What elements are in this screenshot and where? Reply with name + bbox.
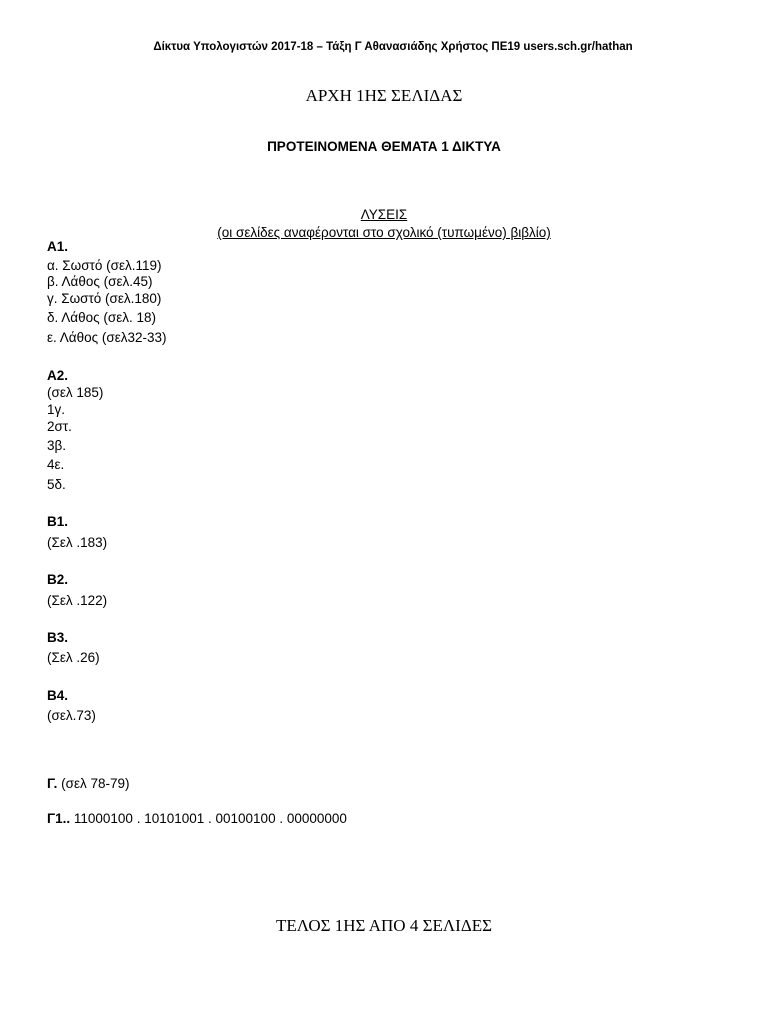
b1-page-ref: (Σελ .183) (47, 535, 108, 550)
g1-binary-value: 11000100 . 10101001 . 00100100 . 00000000 (70, 811, 347, 826)
section-g-heading: Γ. (47, 776, 58, 791)
section-g-line (47, 776, 130, 791)
page-start-title: ΑΡΧΗ 1ΗΣ ΣΕΛΙΔΑΣ (305, 86, 463, 105)
section-g1-line (47, 811, 347, 826)
a2-match-2: 2στ. (47, 419, 72, 434)
b3-page-ref: (Σελ .26) (47, 650, 100, 665)
section-b3-heading: Β3. (47, 630, 69, 645)
solutions-note: (οι σελίδες αναφέρονται στο σχολικό (τυπωμένο) βιβλίο) (217, 225, 551, 240)
page-header: Δίκτυα Υπολογιστών 2017-18 – Τάξη Γ Αθανασιάδης Χρήστος ΠΕ19 users.sch.gr/hathan (153, 41, 633, 53)
a2-match-5: 5δ. (47, 477, 66, 492)
a1-answer-d: δ. Λάθος (σελ. 18) (47, 310, 156, 325)
a2-match-4: 4ε. (47, 457, 65, 472)
section-g1-heading: Γ1.. (47, 811, 71, 826)
g-page-ref: (σελ 78-79) (57, 776, 130, 791)
a2-page-ref: (σελ 185) (47, 385, 104, 400)
a1-answer-a: α. Σωστό (σελ.119) (47, 258, 162, 273)
main-title: ΠΡΟΤΕΙΝΟΜΕΝΑ ΘΕΜΑΤΑ 1 ΔΙΚΤΥΑ (267, 139, 501, 154)
b4-page-ref: (σελ.73) (47, 708, 96, 723)
section-a2-heading: Α2. (47, 368, 69, 383)
b2-page-ref: (Σελ .122) (47, 593, 108, 608)
section-a1-heading: Α1. (47, 239, 69, 254)
a2-match-1: 1γ. (47, 402, 66, 417)
section-b1-heading: Β1. (47, 514, 69, 529)
a1-answer-b: β. Λάθος (σελ.45) (47, 274, 153, 289)
section-b2-heading: Β2. (47, 572, 69, 587)
a1-answer-e: ε. Λάθος (σελ32-33) (47, 330, 167, 345)
solutions-title: ΛΥΣΕΙΣ (360, 207, 408, 222)
a2-match-3: 3β. (47, 438, 67, 453)
section-b4-heading: Β4. (47, 688, 69, 703)
page-end-title: ΤΕΛΟΣ 1ΗΣ ΑΠΟ 4 ΣΕΛΙΔΕΣ (275, 916, 493, 935)
a1-answer-c: γ. Σωστό (σελ.180) (47, 291, 162, 306)
